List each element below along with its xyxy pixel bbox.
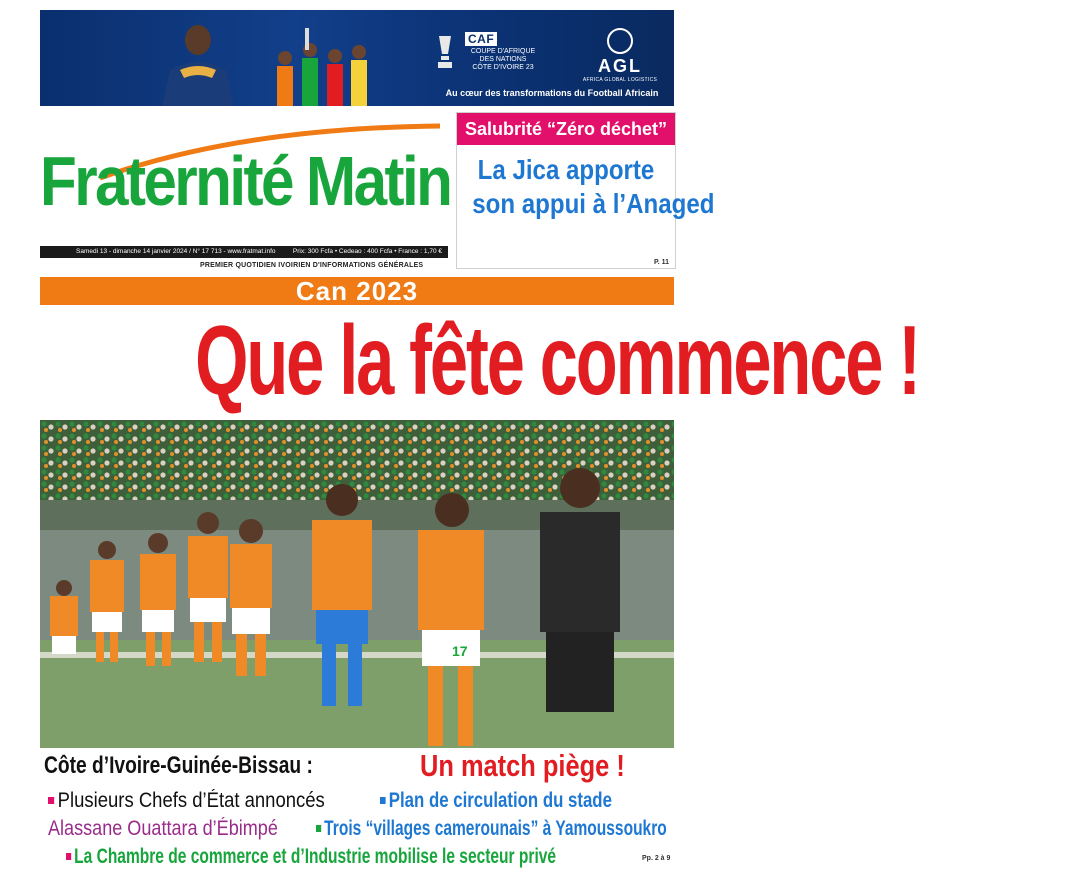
newspaper-tagline: PREMIER QUOTIDIEN IVOIRIEN D'INFORMATIONS GÉNÉRALES — [200, 262, 424, 269]
bullet-marker — [48, 797, 54, 804]
agl-logo: AGL AFRICA GLOBAL LOGISTICS — [580, 28, 660, 83]
price: Prix: 300 Fcfa • Cedeao : 400 Fcfa • France : 1,70 € — [292, 248, 442, 255]
section-kicker: Can 2023 — [40, 277, 674, 305]
teaser-item[interactable]: Trois “villages camerounais” à Yamoussoukro — [316, 817, 667, 841]
globe-icon — [607, 28, 633, 54]
bullet-marker — [316, 825, 321, 832]
caf-logo: CAF — [465, 32, 497, 46]
teaser-row — [40, 815, 674, 843]
teaser-item[interactable]: Plusieurs Chefs d’État annoncés — [48, 789, 325, 813]
teaser-row — [40, 787, 674, 815]
page-ref: Pp. 2 à 9 — [642, 855, 671, 862]
match-tagline: Un match piège ! — [420, 748, 625, 783]
footballer-image — [150, 18, 240, 106]
teaser-page-ref: P. 11 — [653, 259, 669, 266]
jersey-number: 17 — [452, 643, 468, 659]
players-photo[interactable] — [40, 420, 674, 748]
trophy-icon — [435, 34, 455, 70]
teaser-headline: La Jica apporte son appui à l’Anaged — [472, 154, 715, 219]
teaser-box[interactable] — [456, 112, 715, 269]
teaser-item[interactable]: Alassane Ouattara d’Ébimpé — [48, 817, 278, 840]
caf-competition-name: COUPE D'AFRIQUE DES NATIONS CÔTE D'IVOIRE 23 — [470, 48, 536, 71]
teaser-item[interactable]: La Chambre de commerce et d’Industrie mobilise le secteur privé — [66, 845, 556, 869]
bullet-marker — [380, 797, 386, 804]
teaser-item[interactable]: Plan de circulation du stade — [380, 789, 612, 813]
fans-image — [265, 28, 375, 106]
match-name: Côte d’Ivoire-Guinée-Bissau : — [44, 752, 313, 779]
newspaper-title: Fraternité Matin — [40, 142, 451, 220]
teaser-row — [40, 843, 674, 871]
banner-tagline: Au cœur des transformations du Football Africain — [445, 88, 659, 98]
main-headline[interactable]: Que la fête commence ! — [195, 305, 920, 415]
teaser-kicker: Salubrité “Zéro déchet” — [457, 113, 675, 145]
masthead — [40, 118, 451, 269]
issue-date: Samedi 13 - dimanche 14 janvier 2024 / N° 17 713 - www.fratmat.info — [76, 248, 276, 255]
top-banner-ad[interactable] — [40, 10, 674, 106]
bullet-marker — [66, 853, 71, 860]
match-subheadline[interactable] — [40, 748, 674, 786]
dateline-bar — [40, 246, 448, 258]
